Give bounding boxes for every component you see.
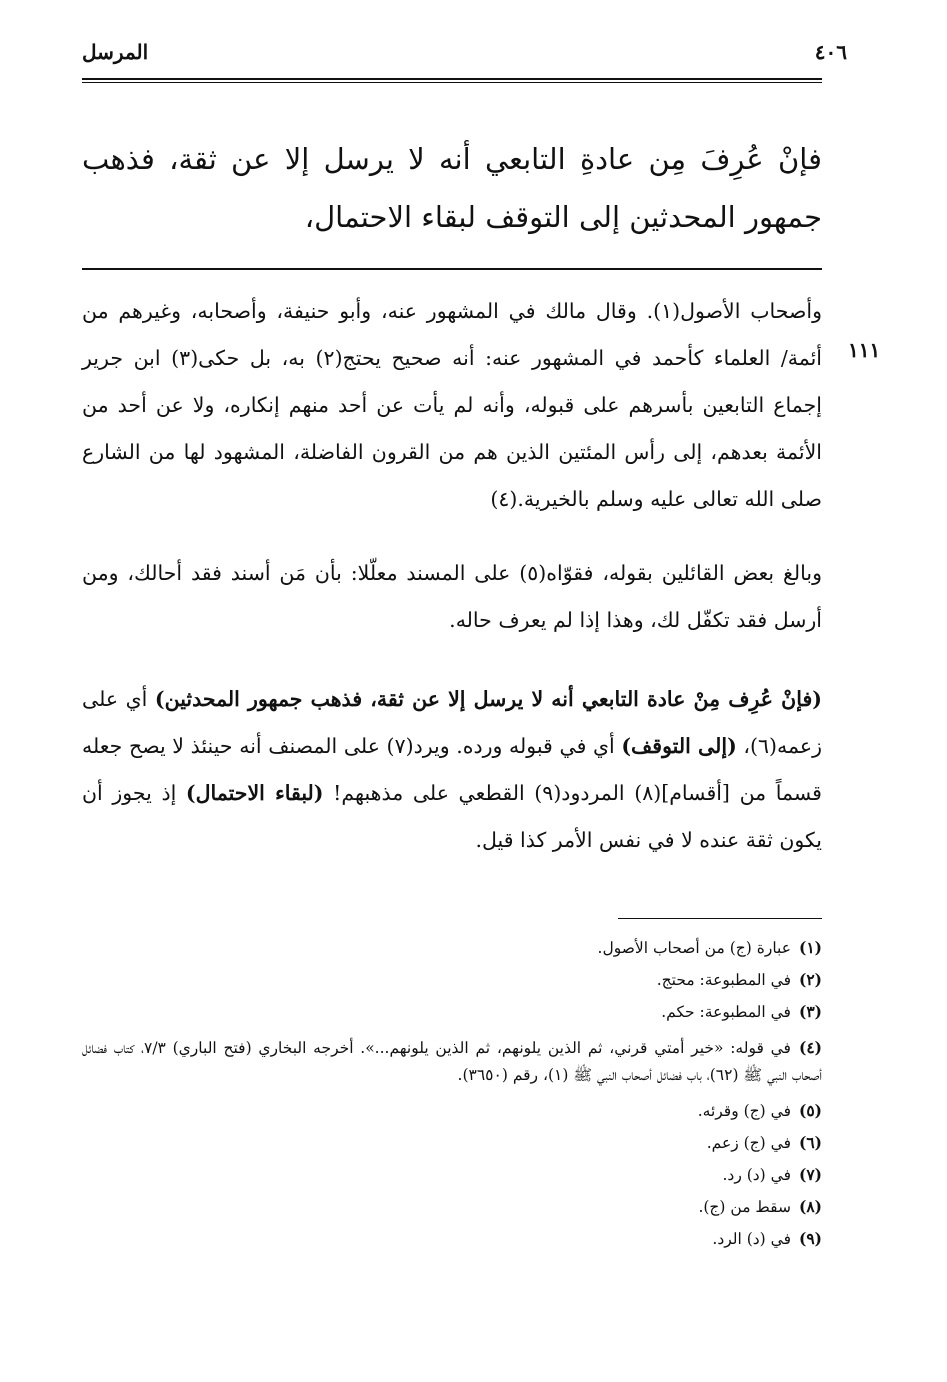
footnote (82, 1095, 822, 1127)
footnote (82, 1159, 822, 1191)
footnote-number: (٦) (798, 1133, 822, 1152)
footnote-text: في (د) الرد. (712, 1230, 791, 1248)
footnote (82, 964, 822, 996)
footnote (82, 1034, 822, 1089)
footnote-number: (٨) (798, 1197, 822, 1216)
quoted-matn: (لبقاء الاحتمال) (185, 781, 324, 805)
footnote-number: (٢) (798, 970, 822, 989)
footnote (82, 1127, 822, 1159)
footnote-number: (٥) (798, 1101, 822, 1120)
footnote (82, 996, 822, 1028)
footnote-text: في (د) رد. (722, 1166, 791, 1184)
footnote-separator (618, 918, 822, 919)
footnote-number: (٣) (798, 1002, 822, 1021)
footnotes-list (82, 932, 822, 1255)
footnote (82, 1223, 822, 1255)
commentary-text: أي في قبوله ورده. ويرد(٧) على المصنف أنه حينئذ لا يصح جعله قسماً من [أقسام](٨) المردود(٩) القطعي على مذهبهم! (82, 734, 822, 805)
margin-page-reference: ١١١ (848, 338, 881, 362)
footnote-text: عبارة (ج) من أصحاب الأصول. (597, 939, 791, 957)
footnote (82, 932, 822, 964)
header-rule-thin (82, 82, 822, 83)
commentary-text: إذ يجوز أن يكون ثقة عنده لا في نفس الأمر كذا قيل. (82, 781, 822, 852)
commentary-text: أي على زعمه(٦)، (82, 687, 823, 758)
header-rule (82, 78, 822, 80)
commentary-paragraph-1: وأصحاب الأصول(١). وقال مالك في المشهور عنه، وأبو حنيفة، وأصحابه، وغيرهم من أئمة/ العلماء كأحمد في المشهور عنه: أنه صحيح يحتج(٢) به، بل حكى(٣) ابن جرير إجماع التابعين بأسرهم على قبوله، وأنه لم يأت عن أحد منهم إنكاره، ولا عن أحد من الأئمة بعدهم، إلى رأس المئتين الذين هم من القرون الفاضلة، المشهود لها من الشارع صلى الله تعالى عليه وسلم بالخيرية.(٤) (82, 299, 822, 511)
quoted-matn: (إلى التوقف) (621, 734, 737, 758)
footnote-text: في (ج) وقرئه. (697, 1102, 791, 1120)
footnote-number: (٩) (798, 1229, 822, 1248)
running-title: المرسل (82, 40, 149, 64)
footnote-number: (٧) (798, 1165, 822, 1184)
footnote (82, 1191, 822, 1223)
main-text: فإنْ عُرِفَ مِن عادةِ التابعي أنه لا يرسل إلا عن ثقة، فذهب جمهور المحدثين إلى التوقف لبقاء الاحتمال، (82, 142, 822, 234)
footnote-text: في المطبوعة: حكم. (661, 1003, 791, 1021)
footnote-number: (٤) (798, 1038, 822, 1057)
main-text-separator (82, 268, 822, 270)
footnote-text: في المطبوعة: محتج. (656, 971, 791, 989)
page-number: ٤٠٦ (814, 40, 847, 64)
commentary-paragraph-3 (82, 676, 822, 864)
commentary-paragraph-2: وبالغ بعض القائلين بقوله، فقوّاه(٥) على المسند معلّلا: بأن مَن أسند فقد أحالك، ومن أرسل فقد تكفّل لك، وهذا إذا لم يعرف حاله. (82, 561, 822, 632)
footnote-text: في (ج) زعم. (706, 1134, 791, 1152)
quoted-matn: (فإنْ عُرِف مِنْ عادة التابعي أنه لا يرسل إلا عن ثقة، فذهب جمهور المحدثين) (154, 687, 822, 711)
footnote-text: سقط من (ج). (698, 1198, 791, 1216)
footnote-number: (١) (798, 938, 822, 957)
footnote-text: في قوله: «خير أمتي قرني، ثم الذين يلونهم، ثم الذين يلونهم...». أخرجه البخاري (فتح الباري) ٧/٣، كتاب فضائل أصحاب النبي ﷺ (٦٢)، باب فضائل أصحاب النبي ﷺ (١)، رقم (٣٦٥٠). (82, 1039, 822, 1084)
